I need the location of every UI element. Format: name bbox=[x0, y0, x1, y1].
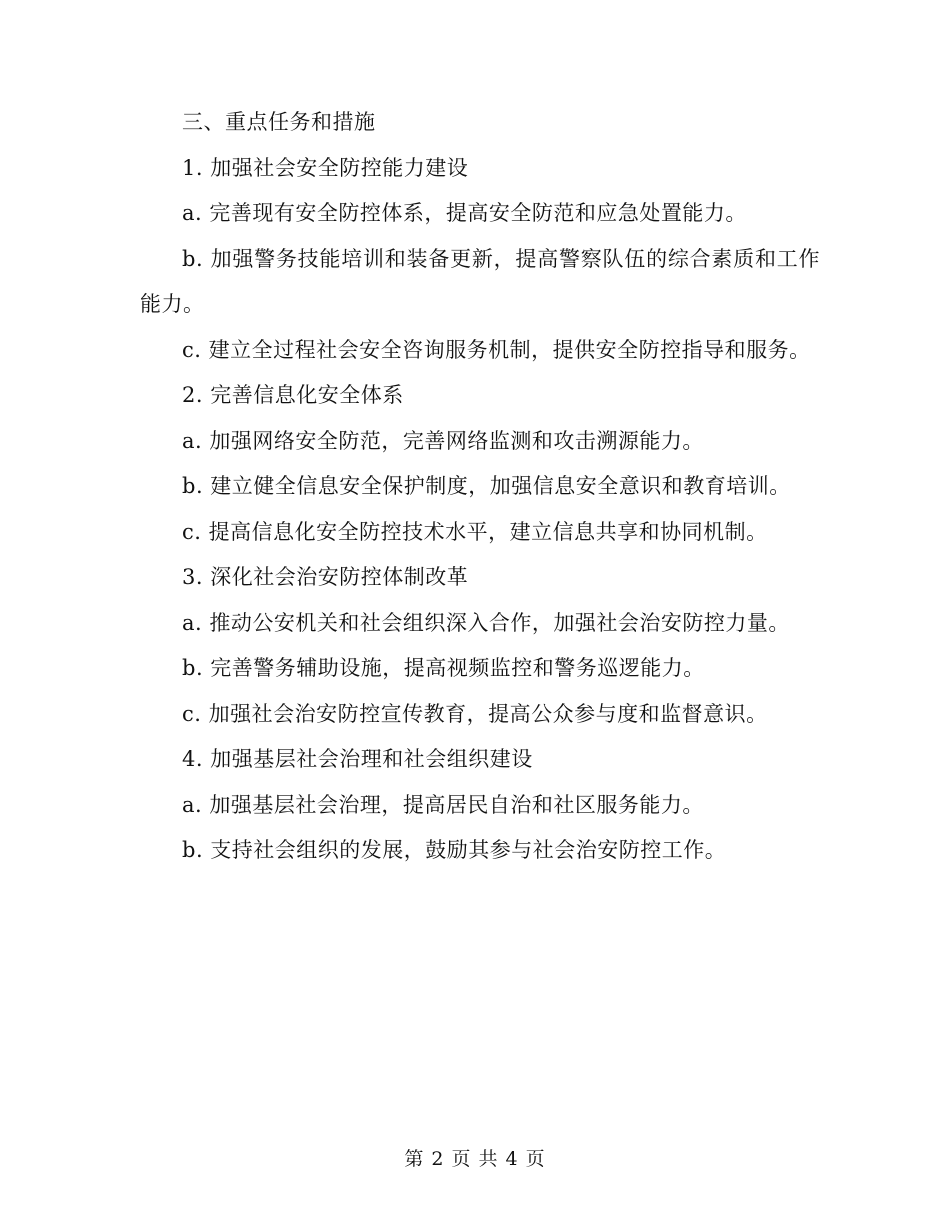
page-number-footer: 第 2 页 共 4 页 bbox=[404, 1148, 546, 1170]
list-item: a. 推动公安机关和社会组织深入合作，加强社会治安防控力量。 bbox=[182, 610, 790, 635]
subsection-heading: 3. 深化社会治安防控体制改革 bbox=[182, 565, 469, 589]
list-item: b. 建立健全信息安全保护制度，加强信息安全意识和教育培训。 bbox=[182, 474, 791, 498]
list-item: a. 完善现有安全防控体系，提高安全防范和应急处置能力。 bbox=[182, 201, 747, 225]
list-item: a. 加强基层社会治理，提高居民自治和社区服务能力。 bbox=[182, 792, 704, 817]
list-item: a. 加强网络安全防范，完善网络监测和攻击溯源能力。 bbox=[182, 428, 704, 453]
document-body bbox=[140, 100, 820, 874]
list-item: b. 完善警务辅助设施，提高视频监控和警务巡逻能力。 bbox=[182, 656, 705, 680]
subsection-heading: 4. 加强基层社会治理和社会组织建设 bbox=[182, 747, 533, 771]
section-heading: 三、重点任务和措施 bbox=[182, 110, 376, 134]
list-item: b. 支持社会组织的发展，鼓励其参与社会治安防控工作。 bbox=[182, 838, 727, 862]
list-item: c. 建立全过程社会安全咨询服务机制，提供安全防控指导和服务。 bbox=[182, 337, 811, 362]
subsection-heading: 1. 加强社会安全防控能力建设 bbox=[182, 155, 469, 180]
subsection-heading: 2. 完善信息化安全体系 bbox=[182, 383, 404, 407]
list-item: b. 加强警务技能培训和装备更新，提高警察队伍的综合素质和工作能力。 bbox=[140, 246, 820, 316]
list-item: c. 加强社会治安防控宣传教育，提高公众参与度和监督意识。 bbox=[182, 701, 768, 726]
list-item: c. 提高信息化安全防控技术水平，建立信息共享和协同机制。 bbox=[182, 519, 768, 544]
